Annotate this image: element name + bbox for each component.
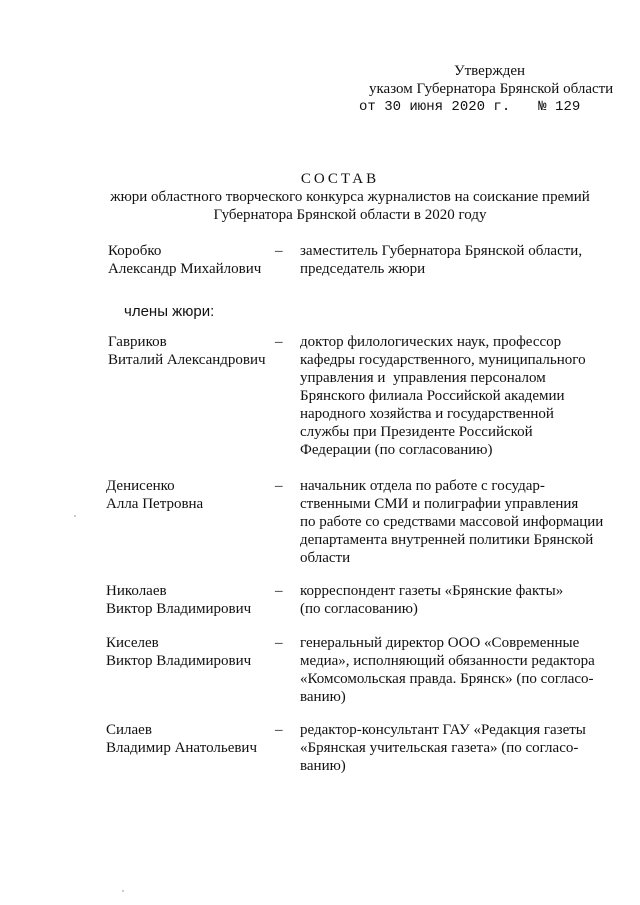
member-surname: Николаев <box>106 583 167 599</box>
member-given-name: Виталий Александрович <box>108 352 266 368</box>
approval-line-approved: Утвержден <box>454 63 526 79</box>
member-role: генеральный директор ООО «Современные медиа», исполняющий обязанности редактора «Комсомольская правда. Брянск» (по согласо- ванию) <box>300 635 595 705</box>
approval-line-date-number <box>359 99 580 115</box>
member-surname: Киселев <box>106 635 159 651</box>
member-role: доктор филологических наук, профессор кафедры государственного, муниципального управления и управления персоналом Брянского филиала Российской академии народного хозяйства и государственной службы при Президенте Российской Федерации (по согласованию) <box>300 334 586 458</box>
member-role: заместитель Губернатора Брянской области, председатель жюри <box>300 243 583 277</box>
document-title: СОСТАВ <box>300 171 380 187</box>
member-surname: Денисенко <box>106 478 175 494</box>
member-surname: Силаев <box>106 722 152 738</box>
member-dash: – <box>275 478 283 494</box>
approval-date: от 30 июня 2020 г. <box>359 99 511 115</box>
scan-speck <box>122 890 124 892</box>
document-subtitle-line-1: жюри областного творческого конкурса журналистов на соискание премий <box>110 189 590 205</box>
member-role: начальник отдела по работе с государ- ственными СМИ и полиграфии управления по работе со средствами массовой информации департамента внутренней политики Брянской области <box>300 478 604 566</box>
member-role: корреспондент газеты «Брянские факты» (по согласованию) <box>300 583 564 617</box>
member-given-name: Виктор Владимирович <box>106 601 252 617</box>
member-surname: Коробко <box>108 243 162 259</box>
member-dash: – <box>275 334 283 350</box>
member-dash: – <box>275 243 283 259</box>
approval-stamp <box>0 0 640 120</box>
scan-speck <box>74 515 76 517</box>
document-subtitle-line-2: Губернатора Брянской области в 2020 году <box>213 207 487 223</box>
approval-line-decree: указом Губернатора Брянской области <box>369 81 614 97</box>
member-surname: Гавриков <box>108 334 167 350</box>
member-given-name: Виктор Владимирович <box>106 653 252 669</box>
members-label: члены жюри: <box>124 303 215 320</box>
member-dash: – <box>275 635 283 651</box>
member-given-name: Владимир Анатольевич <box>106 740 258 756</box>
member-dash: – <box>275 722 283 738</box>
member-dash: – <box>275 583 283 599</box>
document-heading <box>0 170 640 224</box>
member-given-name: Александр Михайлович <box>108 261 262 277</box>
member-given-name: Алла Петровна <box>106 496 204 512</box>
approval-number: № 129 <box>538 99 581 115</box>
member-role: редактор-консультант ГАУ «Редакция газеты «Брянская учительская газета» (по согласо- ванию) <box>300 722 586 774</box>
